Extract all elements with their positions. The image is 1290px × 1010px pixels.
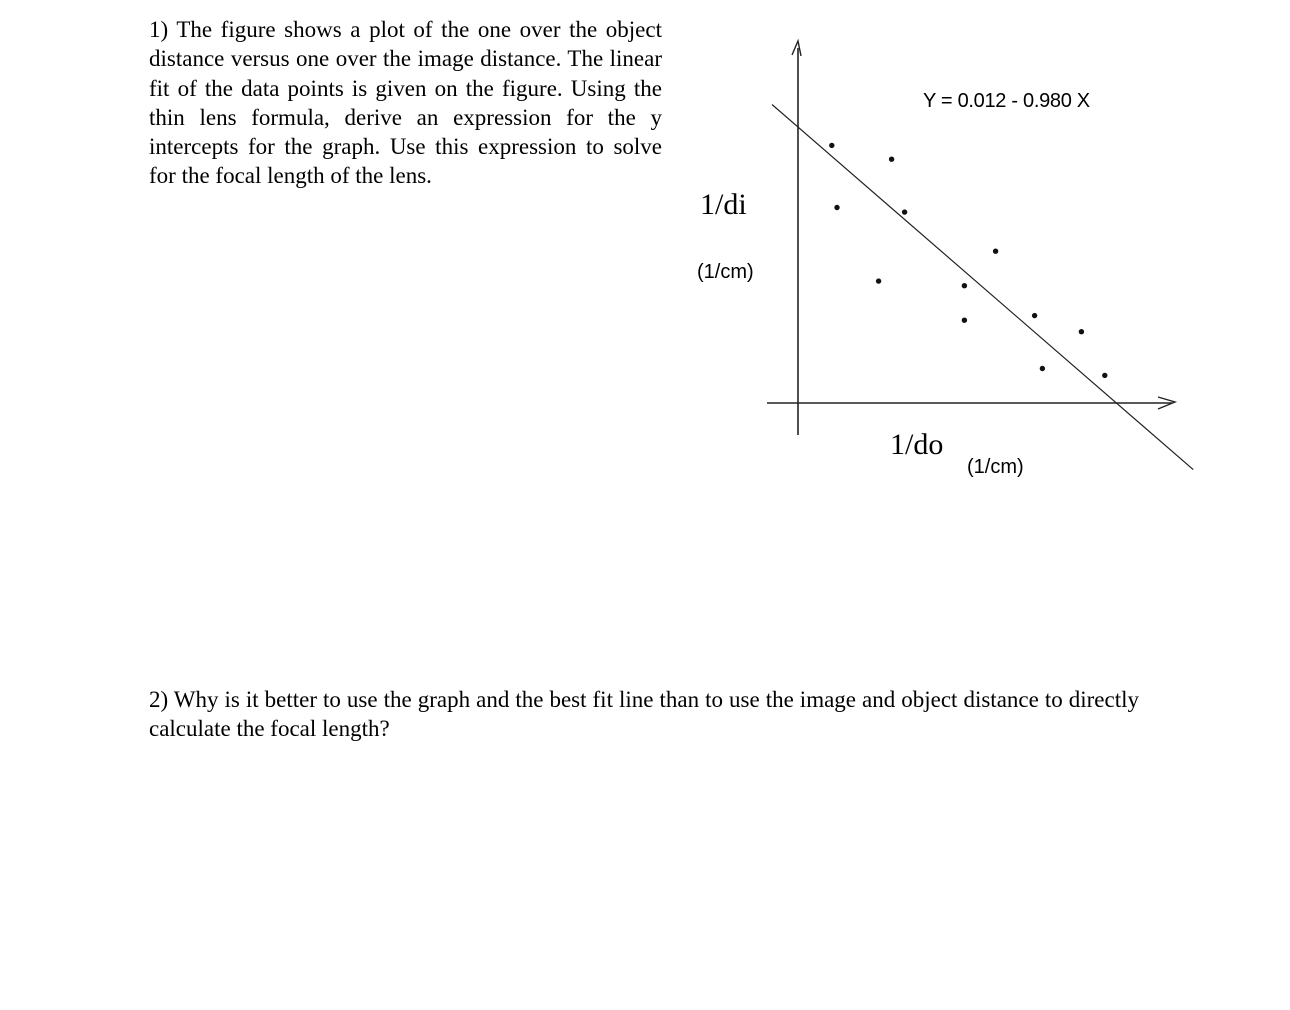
y-axis-unit: (1/cm) — [697, 261, 754, 283]
data-point-12 — [1102, 373, 1107, 378]
y-axis-label: 1/di — [700, 188, 747, 221]
data-point-9 — [1032, 313, 1037, 318]
data-point-5 — [902, 209, 907, 214]
fit-line — [772, 105, 1193, 470]
question-1-text: 1) The figure shows a plot of the one over the object distance versus one over the image distance. The linear fit of the data points is given on the figure. Using the thin lens formula, derive an expression for the y intercepts for the graph. Use this expression to solve for the focal length of the lens. — [149, 17, 662, 189]
data-point-1 — [829, 143, 834, 148]
data-points — [829, 143, 1107, 378]
data-point-6 — [962, 283, 967, 288]
data-point-10 — [1040, 366, 1045, 371]
x-axis-unit: (1/cm) — [967, 456, 1024, 478]
question-2-text: 2) Why is it better to use the graph and the best fit line than to use the image and object distance to directly calculate the focal length? — [149, 687, 1139, 742]
data-point-11 — [1079, 329, 1084, 334]
data-point-3 — [876, 278, 881, 283]
data-point-7 — [962, 318, 967, 323]
data-point-4 — [889, 157, 894, 162]
x-axis-label: 1/do — [890, 428, 944, 461]
y-axis-arrowhead — [792, 41, 801, 56]
fit-equation: Y = 0.012 - 0.980 X — [923, 90, 1090, 112]
data-point-2 — [834, 205, 839, 210]
data-point-8 — [993, 249, 998, 254]
lens-plot — [690, 30, 1210, 500]
